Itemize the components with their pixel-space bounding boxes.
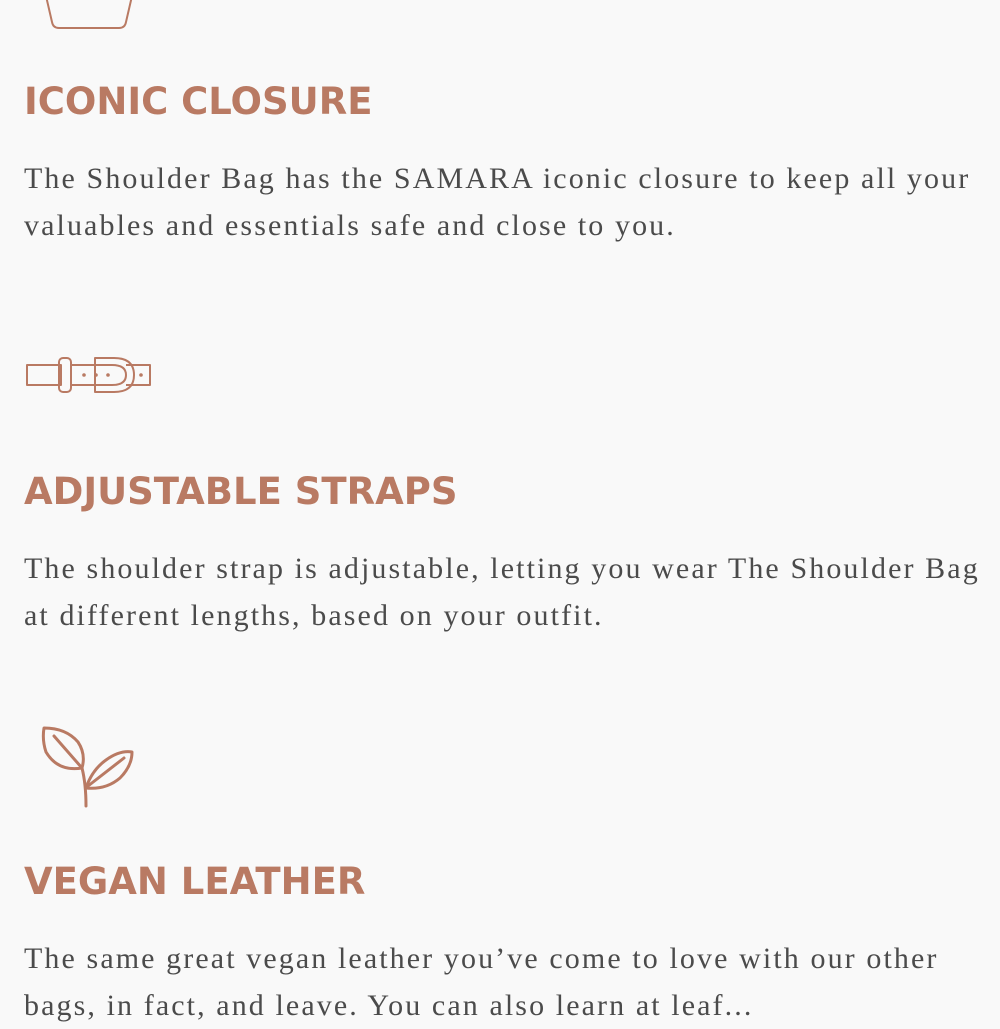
feature-description: The Shoulder Bag has the SAMARA iconic closure to keep all your valuables and essentials safe and close to you. xyxy=(24,162,971,242)
leaf-icon xyxy=(40,722,136,810)
feature-title: ICONIC CLOSURE xyxy=(24,80,373,123)
feature-description: The shoulder strap is adjustable, letting you wear The Shoulder Bag at different lengths, based on your outfit. xyxy=(24,552,980,632)
feature-description: The same great vegan leather you’ve come to love with our other bags, in fact, and leave. You can also learn at leaf... xyxy=(24,942,939,1022)
feature-title: ADJUSTABLE STRAPS xyxy=(24,470,458,513)
feature-title: VEGAN LEATHER xyxy=(24,860,366,903)
belt-strap-icon xyxy=(26,355,152,395)
bag-closure-icon xyxy=(26,0,136,34)
